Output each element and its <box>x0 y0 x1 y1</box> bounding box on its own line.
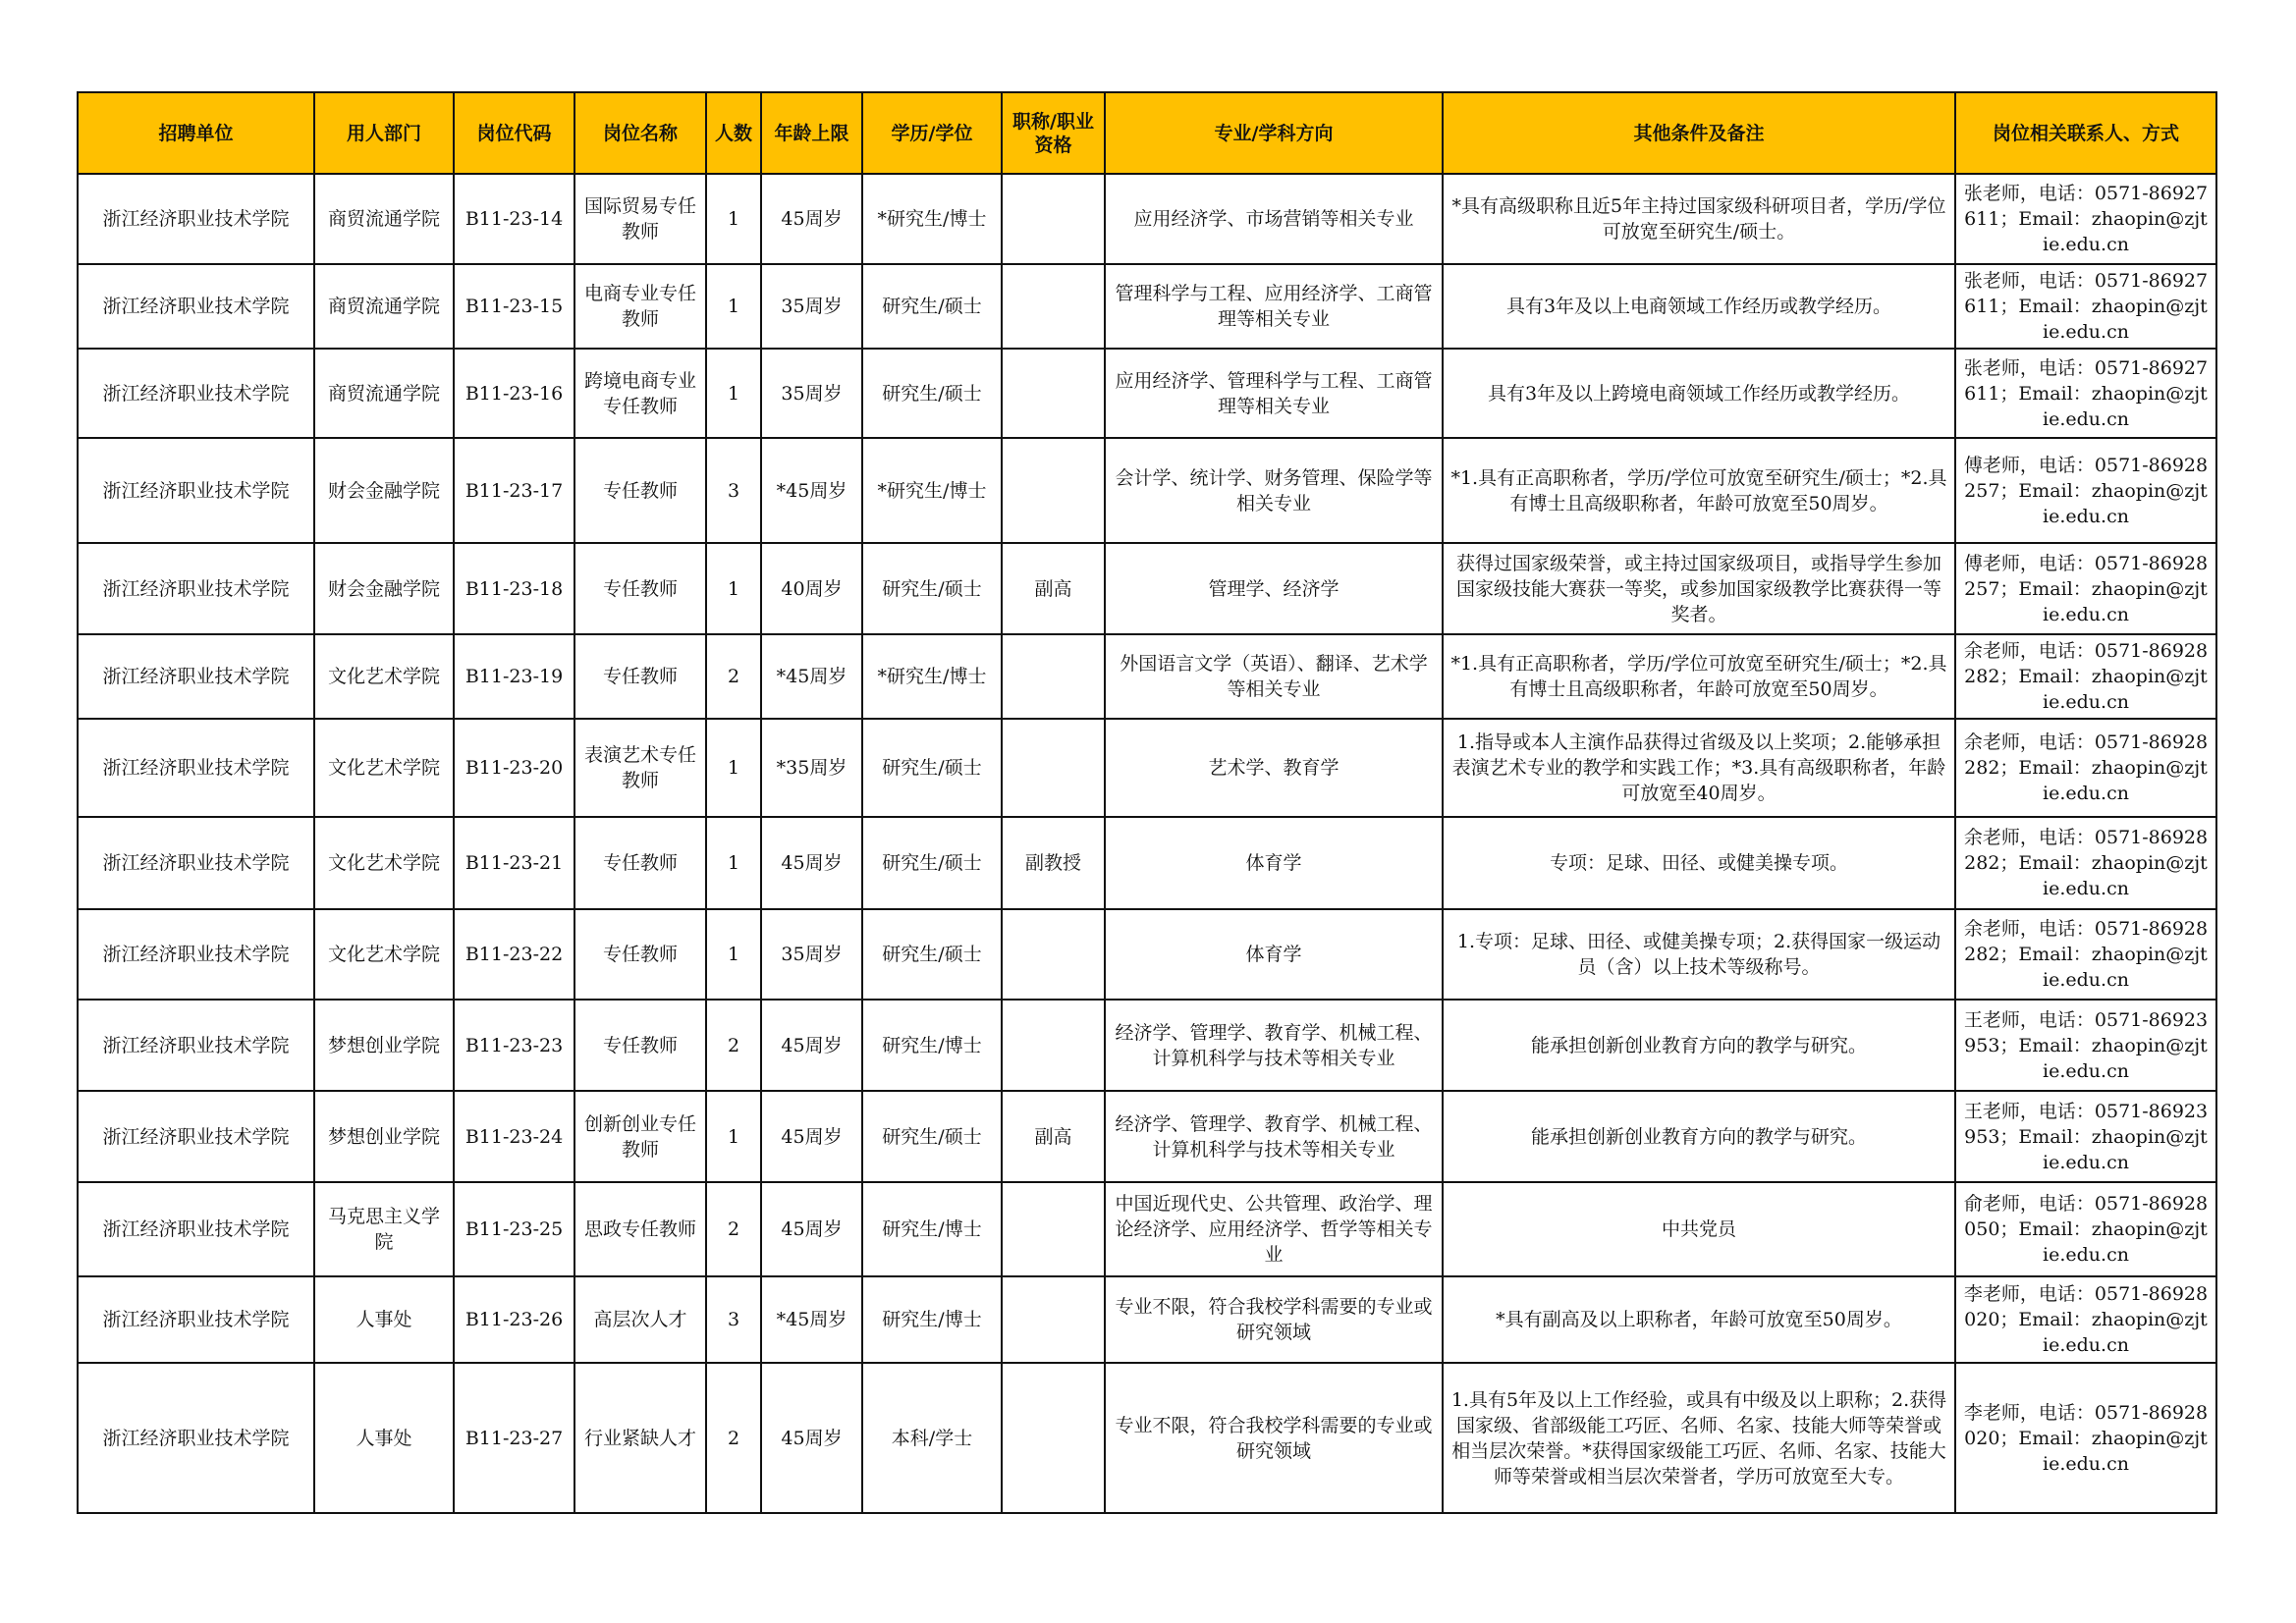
cell-age: 45周岁 <box>761 1000 862 1091</box>
cell-major: 体育学 <box>1105 817 1443 909</box>
header-major: 专业/学科方向 <box>1105 92 1443 174</box>
cell-position: 专任教师 <box>574 634 706 719</box>
cell-code: B11-23-22 <box>454 909 574 1000</box>
cell-education: 研究生/硕士 <box>862 719 1002 817</box>
cell-age: *45周岁 <box>761 1276 862 1363</box>
cell-unit: 浙江经济职业技术学院 <box>78 1091 314 1182</box>
cell-code: B11-23-27 <box>454 1363 574 1513</box>
cell-count: 2 <box>706 1000 761 1091</box>
cell-unit: 浙江经济职业技术学院 <box>78 349 314 438</box>
cell-position: 跨境电商专业专任教师 <box>574 349 706 438</box>
table-row <box>78 174 2216 264</box>
cell-unit: 浙江经济职业技术学院 <box>78 909 314 1000</box>
cell-department: 文化艺术学院 <box>314 817 454 909</box>
table-row <box>78 1363 2216 1513</box>
table-row <box>78 1000 2216 1091</box>
cell-remarks: 能承担创新创业教育方向的教学与研究。 <box>1443 1000 1955 1091</box>
cell-major: 应用经济学、管理科学与工程、工商管理等相关专业 <box>1105 349 1443 438</box>
cell-department: 梦想创业学院 <box>314 1091 454 1182</box>
header-age: 年龄上限 <box>761 92 862 174</box>
cell-code: B11-23-15 <box>454 264 574 349</box>
cell-contact: 张老师，电话：0571-86927611；Email：zhaopin@zjtie.edu.cn <box>1955 174 2216 264</box>
cell-title <box>1002 719 1105 817</box>
cell-contact: 李老师，电话：0571-86928020；Email：zhaopin@zjtie.edu.cn <box>1955 1276 2216 1363</box>
cell-department: 财会金融学院 <box>314 543 454 634</box>
cell-major: 应用经济学、市场营销等相关专业 <box>1105 174 1443 264</box>
cell-position: 专任教师 <box>574 438 706 543</box>
cell-unit: 浙江经济职业技术学院 <box>78 1363 314 1513</box>
cell-unit: 浙江经济职业技术学院 <box>78 264 314 349</box>
cell-age: 35周岁 <box>761 264 862 349</box>
cell-count: 3 <box>706 1276 761 1363</box>
cell-count: 1 <box>706 174 761 264</box>
cell-department: 商贸流通学院 <box>314 349 454 438</box>
cell-code: B11-23-21 <box>454 817 574 909</box>
cell-age: 40周岁 <box>761 543 862 634</box>
cell-position: 专任教师 <box>574 1000 706 1091</box>
cell-title <box>1002 1000 1105 1091</box>
cell-code: B11-23-24 <box>454 1091 574 1182</box>
cell-contact: 余老师，电话：0571-86928282；Email：zhaopin@zjtie.edu.cn <box>1955 634 2216 719</box>
recruitment-table <box>77 91 2217 1514</box>
cell-remarks: 1.指导或本人主演作品获得过省级及以上奖项；2.能够承担表演艺术专业的教学和实践工作；*3.具有高级职称者，年龄可放宽至40周岁。 <box>1443 719 1955 817</box>
cell-department: 梦想创业学院 <box>314 1000 454 1091</box>
cell-unit: 浙江经济职业技术学院 <box>78 1276 314 1363</box>
cell-count: 2 <box>706 1182 761 1276</box>
table-row <box>78 1276 2216 1363</box>
cell-age: 45周岁 <box>761 817 862 909</box>
cell-count: 1 <box>706 817 761 909</box>
cell-age: *35周岁 <box>761 719 862 817</box>
cell-major: 外国语言文学（英语）、翻译、艺术学等相关专业 <box>1105 634 1443 719</box>
cell-position: 专任教师 <box>574 543 706 634</box>
cell-education: 研究生/硕士 <box>862 817 1002 909</box>
cell-remarks: *具有高级职称且近5年主持过国家级科研项目者，学历/学位可放宽至研究生/硕士。 <box>1443 174 1955 264</box>
cell-title <box>1002 634 1105 719</box>
cell-department: 文化艺术学院 <box>314 909 454 1000</box>
cell-education: 研究生/博士 <box>862 1182 1002 1276</box>
table-row <box>78 264 2216 349</box>
cell-remarks: 1.专项：足球、田径、或健美操专项；2.获得国家一级运动员（含）以上技术等级称号。 <box>1443 909 1955 1000</box>
cell-position: 高层次人才 <box>574 1276 706 1363</box>
header-row <box>78 92 2216 174</box>
cell-position: 思政专任教师 <box>574 1182 706 1276</box>
cell-code: B11-23-14 <box>454 174 574 264</box>
cell-count: 1 <box>706 719 761 817</box>
cell-major: 管理科学与工程、应用经济学、工商管理等相关专业 <box>1105 264 1443 349</box>
cell-title <box>1002 1363 1105 1513</box>
cell-unit: 浙江经济职业技术学院 <box>78 719 314 817</box>
cell-code: B11-23-23 <box>454 1000 574 1091</box>
cell-unit: 浙江经济职业技术学院 <box>78 1000 314 1091</box>
cell-count: 2 <box>706 634 761 719</box>
table-row <box>78 719 2216 817</box>
cell-education: 研究生/博士 <box>862 1000 1002 1091</box>
cell-count: 1 <box>706 349 761 438</box>
cell-education: 研究生/硕士 <box>862 264 1002 349</box>
table-row <box>78 438 2216 543</box>
cell-code: B11-23-17 <box>454 438 574 543</box>
cell-position: 行业紧缺人才 <box>574 1363 706 1513</box>
table-row <box>78 1091 2216 1182</box>
cell-unit: 浙江经济职业技术学院 <box>78 817 314 909</box>
header-code: 岗位代码 <box>454 92 574 174</box>
cell-count: 1 <box>706 1091 761 1182</box>
cell-remarks: 能承担创新创业教育方向的教学与研究。 <box>1443 1091 1955 1182</box>
cell-department: 马克思主义学院 <box>314 1182 454 1276</box>
cell-remarks: 具有3年及以上电商领域工作经历或教学经历。 <box>1443 264 1955 349</box>
cell-remarks: 获得过国家级荣誉，或主持过国家级项目，或指导学生参加国家级技能大赛获一等奖，或参加国家级教学比赛获得一等奖者。 <box>1443 543 1955 634</box>
cell-title <box>1002 909 1105 1000</box>
cell-title: 副高 <box>1002 1091 1105 1182</box>
cell-major: 会计学、统计学、财务管理、保险学等相关专业 <box>1105 438 1443 543</box>
cell-code: B11-23-18 <box>454 543 574 634</box>
cell-contact: 余老师，电话：0571-86928282；Email：zhaopin@zjtie.edu.cn <box>1955 719 2216 817</box>
cell-department: 人事处 <box>314 1276 454 1363</box>
cell-title: 副高 <box>1002 543 1105 634</box>
cell-position: 专任教师 <box>574 909 706 1000</box>
cell-contact: 余老师，电话：0571-86928282；Email：zhaopin@zjtie.edu.cn <box>1955 817 2216 909</box>
cell-education: 研究生/硕士 <box>862 1091 1002 1182</box>
cell-remarks: *1.具有正高职称者，学历/学位可放宽至研究生/硕士；*2.具有博士且高级职称者，年龄可放宽至50周岁。 <box>1443 634 1955 719</box>
cell-unit: 浙江经济职业技术学院 <box>78 634 314 719</box>
cell-age: 35周岁 <box>761 349 862 438</box>
cell-education: 研究生/硕士 <box>862 349 1002 438</box>
cell-department: 文化艺术学院 <box>314 719 454 817</box>
cell-education: *研究生/博士 <box>862 174 1002 264</box>
cell-title <box>1002 438 1105 543</box>
cell-education: 本科/学士 <box>862 1363 1002 1513</box>
cell-department: 文化艺术学院 <box>314 634 454 719</box>
header-education: 学历/学位 <box>862 92 1002 174</box>
cell-major: 体育学 <box>1105 909 1443 1000</box>
cell-code: B11-23-26 <box>454 1276 574 1363</box>
cell-education: *研究生/博士 <box>862 634 1002 719</box>
cell-department: 商贸流通学院 <box>314 264 454 349</box>
cell-title <box>1002 1276 1105 1363</box>
cell-age: 35周岁 <box>761 909 862 1000</box>
cell-department: 人事处 <box>314 1363 454 1513</box>
cell-position: 电商专业专任教师 <box>574 264 706 349</box>
cell-age: *45周岁 <box>761 634 862 719</box>
cell-title <box>1002 174 1105 264</box>
cell-remarks: 1.具有5年及以上工作经验，或具有中级及以上职称；2.获得国家级、省部级能工巧匠、名师、名家、技能大师等荣誉或相当层次荣誉。*获得国家级能工巧匠、名师、名家、技能大师等荣誉或相当层次荣誉者，学历可放宽至大专。 <box>1443 1363 1955 1513</box>
cell-code: B11-23-16 <box>454 349 574 438</box>
header-department: 用人部门 <box>314 92 454 174</box>
cell-count: 1 <box>706 543 761 634</box>
cell-age: 45周岁 <box>761 1182 862 1276</box>
cell-title <box>1002 349 1105 438</box>
cell-count: 3 <box>706 438 761 543</box>
cell-title <box>1002 1182 1105 1276</box>
cell-major: 经济学、管理学、教育学、机械工程、计算机科学与技术等相关专业 <box>1105 1091 1443 1182</box>
cell-remarks: *1.具有正高职称者，学历/学位可放宽至研究生/硕士；*2.具有博士且高级职称者，年龄可放宽至50周岁。 <box>1443 438 1955 543</box>
table-row <box>78 909 2216 1000</box>
cell-unit: 浙江经济职业技术学院 <box>78 438 314 543</box>
table-row <box>78 634 2216 719</box>
cell-contact: 李老师，电话：0571-86928020；Email：zhaopin@zjtie.edu.cn <box>1955 1363 2216 1513</box>
cell-contact: 余老师，电话：0571-86928282；Email：zhaopin@zjtie.edu.cn <box>1955 909 2216 1000</box>
cell-remarks: 中共党员 <box>1443 1182 1955 1276</box>
cell-education: *研究生/博士 <box>862 438 1002 543</box>
cell-department: 财会金融学院 <box>314 438 454 543</box>
table-row <box>78 543 2216 634</box>
table-row <box>78 349 2216 438</box>
cell-position: 创新创业专任教师 <box>574 1091 706 1182</box>
cell-department: 商贸流通学院 <box>314 174 454 264</box>
cell-major: 中国近现代史、公共管理、政治学、理论经济学、应用经济学、哲学等相关专业 <box>1105 1182 1443 1276</box>
cell-unit: 浙江经济职业技术学院 <box>78 1182 314 1276</box>
cell-age: 45周岁 <box>761 1091 862 1182</box>
cell-major: 经济学、管理学、教育学、机械工程、计算机科学与技术等相关专业 <box>1105 1000 1443 1091</box>
cell-contact: 王老师，电话：0571-86923953；Email：zhaopin@zjtie.edu.cn <box>1955 1000 2216 1091</box>
header-contact: 岗位相关联系人、方式 <box>1955 92 2216 174</box>
cell-unit: 浙江经济职业技术学院 <box>78 543 314 634</box>
cell-unit: 浙江经济职业技术学院 <box>78 174 314 264</box>
cell-count: 1 <box>706 909 761 1000</box>
cell-count: 1 <box>706 264 761 349</box>
header-title: 职称/职业资格 <box>1002 92 1105 174</box>
cell-contact: 傅老师，电话：0571-86928257；Email：zhaopin@zjtie.edu.cn <box>1955 543 2216 634</box>
cell-position: 国际贸易专任教师 <box>574 174 706 264</box>
cell-major: 专业不限，符合我校学科需要的专业或研究领域 <box>1105 1276 1443 1363</box>
cell-position: 专任教师 <box>574 817 706 909</box>
cell-remarks: 具有3年及以上跨境电商领域工作经历或教学经历。 <box>1443 349 1955 438</box>
cell-age: 45周岁 <box>761 174 862 264</box>
header-count: 人数 <box>706 92 761 174</box>
header-unit: 招聘单位 <box>78 92 314 174</box>
cell-major: 艺术学、教育学 <box>1105 719 1443 817</box>
header-position: 岗位名称 <box>574 92 706 174</box>
cell-count: 2 <box>706 1363 761 1513</box>
cell-title <box>1002 264 1105 349</box>
table-row <box>78 1182 2216 1276</box>
cell-position: 表演艺术专任教师 <box>574 719 706 817</box>
header-remarks: 其他条件及备注 <box>1443 92 1955 174</box>
cell-age: *45周岁 <box>761 438 862 543</box>
cell-code: B11-23-25 <box>454 1182 574 1276</box>
cell-contact: 王老师，电话：0571-86923953；Email：zhaopin@zjtie.edu.cn <box>1955 1091 2216 1182</box>
cell-education: 研究生/硕士 <box>862 543 1002 634</box>
cell-contact: 张老师，电话：0571-86927611；Email：zhaopin@zjtie.edu.cn <box>1955 349 2216 438</box>
cell-education: 研究生/硕士 <box>862 909 1002 1000</box>
cell-contact: 张老师，电话：0571-86927611；Email：zhaopin@zjtie.edu.cn <box>1955 264 2216 349</box>
cell-remarks: 专项：足球、田径、或健美操专项。 <box>1443 817 1955 909</box>
table-row <box>78 817 2216 909</box>
cell-major: 专业不限，符合我校学科需要的专业或研究领域 <box>1105 1363 1443 1513</box>
cell-title: 副教授 <box>1002 817 1105 909</box>
cell-contact: 俞老师，电话：0571-86928050；Email：zhaopin@zjtie.edu.cn <box>1955 1182 2216 1276</box>
cell-code: B11-23-19 <box>454 634 574 719</box>
cell-age: 45周岁 <box>761 1363 862 1513</box>
cell-major: 管理学、经济学 <box>1105 543 1443 634</box>
cell-education: 研究生/博士 <box>862 1276 1002 1363</box>
cell-contact: 傅老师，电话：0571-86928257；Email：zhaopin@zjtie.edu.cn <box>1955 438 2216 543</box>
cell-code: B11-23-20 <box>454 719 574 817</box>
cell-remarks: *具有副高及以上职称者，年龄可放宽至50周岁。 <box>1443 1276 1955 1363</box>
